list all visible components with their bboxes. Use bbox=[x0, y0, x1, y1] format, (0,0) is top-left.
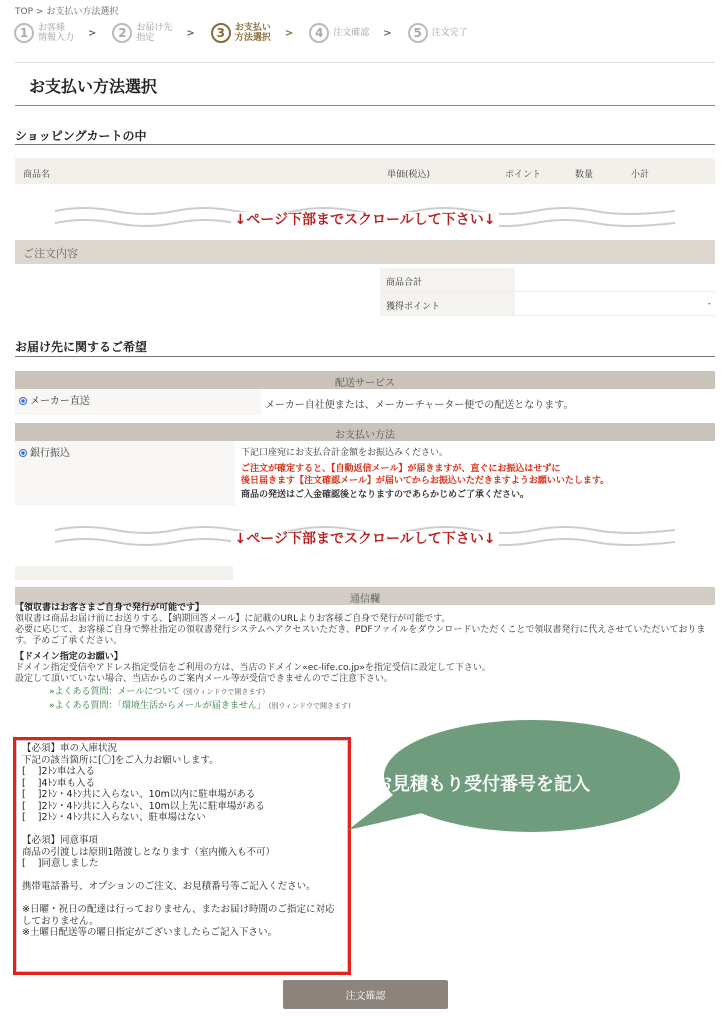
page-title-box bbox=[15, 62, 715, 106]
callout-bubble bbox=[342, 718, 682, 834]
scroll-notice-text: ↓ページ下部までスクロールして下さい↓ bbox=[231, 531, 500, 547]
step-arrow-icon: > bbox=[284, 27, 294, 39]
step-number: 2 bbox=[112, 23, 132, 43]
step-label: お支払い 方法選択 bbox=[234, 23, 271, 43]
col-unit-price: 単価(税込) bbox=[387, 170, 431, 180]
step-5 bbox=[408, 23, 468, 43]
faq-mail-link[interactable]: »よくある質問：メールについて bbox=[49, 687, 181, 697]
order-heading: ご注文内容 bbox=[23, 247, 78, 260]
step-number: 4 bbox=[309, 23, 329, 43]
breadcrumb-home-link[interactable]: TOP bbox=[15, 7, 34, 17]
receipt-text: 必要に応じて、お客様ご自身で弊社指定の領収書発行システムへアクセスいただき、PDFファイルをダウンロードいただくことで領収書発行に代えさせていただいております。予めご了承ください。 bbox=[15, 625, 706, 646]
service-option-row bbox=[15, 389, 715, 415]
step-arrow-icon: > bbox=[383, 27, 392, 39]
order-summary-table bbox=[380, 268, 715, 316]
payment-band: お支払い方法 bbox=[15, 423, 715, 441]
payment-option-label: 銀行振込 bbox=[30, 448, 70, 459]
step-label: 注文完了 bbox=[431, 28, 468, 38]
divider bbox=[15, 144, 715, 145]
service-option-label: メーカー直送 bbox=[30, 396, 90, 407]
scroll-notice-banner bbox=[55, 524, 675, 550]
new-window-note: (別ウィンドウで開きます) bbox=[268, 702, 351, 710]
step-label: お届け先 指定 bbox=[136, 23, 173, 43]
faq-no-mail-link[interactable]: »よくある質問：「環境生活からメールが届きません」 bbox=[49, 701, 266, 711]
payment-instruction: 下記口座宛にお支払合計金額をお振込みください。 bbox=[241, 448, 449, 458]
service-band: 配送サービス bbox=[15, 371, 715, 389]
breadcrumb-separator: > bbox=[35, 7, 44, 17]
step-label: お客様 情報入力 bbox=[38, 23, 75, 43]
divider bbox=[15, 356, 715, 357]
comm-notes bbox=[15, 603, 715, 712]
delivery-heading: お届け先に関するご希望 bbox=[15, 340, 148, 354]
summary-label: 獲得ポイント bbox=[380, 292, 515, 315]
col-quantity: 数量 bbox=[575, 170, 594, 180]
comment-textarea[interactable] bbox=[16, 740, 348, 972]
step-2 bbox=[112, 23, 204, 43]
step-arrow-icon: > bbox=[88, 27, 97, 39]
radio-selected-icon[interactable] bbox=[19, 397, 27, 405]
payment-warning: ご注文が確定すると、【自動返信メール】が届きますが、直ぐにお振込はせずに bbox=[241, 464, 561, 474]
payment-radio[interactable] bbox=[19, 444, 70, 459]
receipt-heading: 【領収書はお客さまご自身で発行が可能です】 bbox=[15, 603, 205, 613]
checkout-steps bbox=[14, 20, 474, 46]
comm-band: 通信欄 bbox=[15, 587, 715, 605]
receipt-text: 領収書は商品お届け前にお送りする、【納期回答メール】に記載のURLよりお客様ご自身で発行が可能です。 bbox=[15, 614, 451, 624]
table-row bbox=[380, 268, 715, 292]
payment-warning: 後日届きます【注文確認メール】が届いてからお振込いただきますようお願いいたします。 bbox=[241, 476, 610, 486]
new-window-note: (別ウィンドウで開きます) bbox=[183, 688, 266, 696]
page-title: お支払い方法選択 bbox=[29, 77, 158, 96]
breadcrumb bbox=[15, 4, 118, 17]
payment-shipping-note: 商品の発送はご入金確認後となりますのであらかじめご了承ください。 bbox=[241, 490, 530, 500]
col-points: ポイント bbox=[505, 170, 542, 180]
col-product: 商品名 bbox=[23, 170, 51, 180]
col-subtotal: 小計 bbox=[631, 170, 650, 180]
callout-text: お見積もり受付番号を記入 bbox=[374, 774, 590, 795]
domain-text: 設定して頂いていない場合、当店からのご案内メール等が受信できませんのでご注意下さい。 bbox=[15, 674, 393, 684]
step-1 bbox=[14, 23, 106, 43]
spacer-bar bbox=[15, 566, 233, 580]
table-row bbox=[380, 292, 715, 316]
cart-table-header bbox=[15, 158, 715, 184]
confirm-order-button[interactable]: 注文確認 bbox=[283, 980, 448, 1009]
payment-option-row bbox=[15, 441, 715, 506]
scroll-notice-text: ↓ページ下部までスクロールして下さい↓ bbox=[231, 212, 500, 228]
domain-text: ドメイン指定受信やアドレス指定受信をご利用の方は、当店のドメイン«ec-life.co.jp»を指定受信に設定して下さい。 bbox=[15, 663, 491, 673]
comment-textarea-highlight bbox=[13, 737, 351, 975]
summary-value bbox=[515, 268, 715, 291]
radio-selected-icon[interactable] bbox=[19, 449, 27, 457]
summary-label: 商品合計 bbox=[380, 268, 515, 291]
payment-details bbox=[235, 441, 715, 506]
step-number: 5 bbox=[408, 23, 428, 43]
step-3 bbox=[211, 23, 303, 43]
step-4 bbox=[309, 23, 401, 43]
cart-heading: ショッピングカートの中 bbox=[15, 129, 147, 143]
order-summary-bar bbox=[15, 240, 715, 264]
step-number: 3 bbox=[211, 23, 231, 43]
breadcrumb-current: お支払い方法選択 bbox=[46, 7, 119, 17]
step-arrow-icon: > bbox=[186, 27, 195, 39]
scroll-notice-banner bbox=[55, 205, 675, 231]
service-radio[interactable] bbox=[19, 392, 90, 407]
step-number: 1 bbox=[14, 23, 34, 43]
summary-value: - bbox=[707, 299, 711, 309]
domain-heading: 【ドメイン指定のお願い】 bbox=[15, 652, 123, 662]
service-description: メーカー自社便または、メーカーチャーター便での配送となります。 bbox=[261, 389, 715, 415]
step-label: 注文確認 bbox=[333, 28, 370, 38]
